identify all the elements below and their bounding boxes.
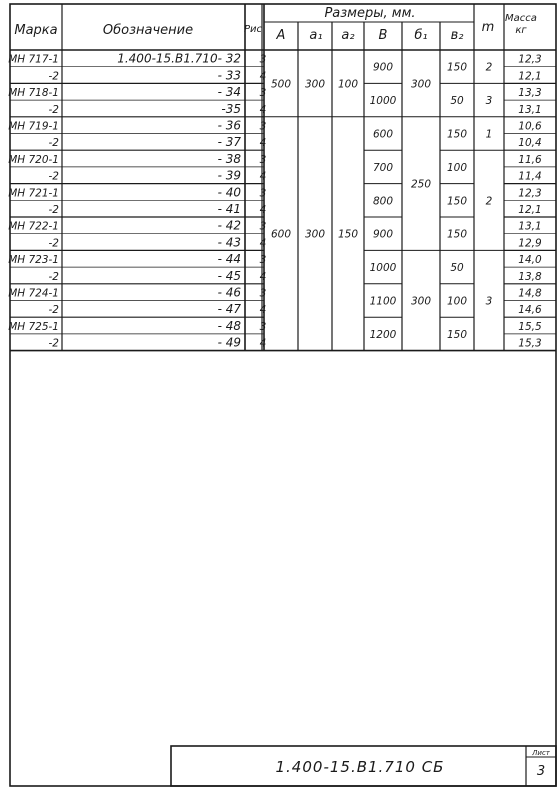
row-designation: - 40 [217, 185, 241, 200]
row-marka: -2 [48, 137, 59, 150]
row-designation: -35 [221, 101, 241, 116]
row-fig: 3 [259, 220, 267, 233]
table-merged-cells [271, 62, 493, 341]
table-grid [10, 4, 556, 351]
header-A: А [276, 28, 286, 43]
group-value-m: 3 [485, 295, 493, 308]
group-value-m: 2 [485, 195, 493, 208]
row-fig: 4 [259, 237, 267, 250]
row-designation: - 42 [217, 218, 241, 233]
group-value-b1: 300 [410, 295, 432, 308]
row-designation: - 45 [217, 268, 241, 283]
row-mass: 15,3 [518, 337, 542, 350]
row-marka: МН 721-1 [8, 187, 59, 200]
header-sizes: Размеры, мм. [324, 6, 416, 21]
row-designation: - 49 [217, 335, 241, 350]
row-fig: 4 [259, 170, 267, 183]
row-marka: -2 [48, 304, 59, 317]
group-value-b2: 100 [446, 295, 468, 308]
row-mass: 12,3 [518, 187, 542, 200]
row-mass: 12,3 [518, 53, 542, 66]
row-fig: 3 [259, 320, 267, 333]
row-marka: -2 [48, 204, 59, 216]
row-designation: 1.400-15.В1.710- 32 [117, 51, 241, 66]
group-value-b2: 150 [446, 328, 468, 341]
row-marka: -2 [48, 237, 59, 250]
row-fig: 4 [259, 337, 267, 350]
row-marka: МН 719-1 [8, 120, 59, 133]
row-fig: 3 [259, 254, 267, 267]
row-marka: МН 725-1 [8, 320, 59, 333]
sheet-label: Лист [532, 749, 550, 757]
group-value-a2: 100 [337, 78, 359, 91]
row-fig: 4 [259, 137, 267, 150]
group-value-b2: 150 [446, 228, 468, 241]
group-value-B: 900 [372, 61, 394, 74]
group-value-b2: 100 [446, 161, 468, 174]
group-value-B: 1200 [369, 328, 397, 341]
row-mass: 12,9 [518, 237, 542, 250]
group-value-b1: 250 [410, 178, 432, 191]
row-designation: - 37 [217, 135, 241, 150]
row-fig: 3 [259, 53, 267, 66]
row-designation: - 34 [217, 85, 241, 100]
title-block [171, 746, 556, 786]
header-mass: Масса [505, 13, 537, 24]
group-value-m: 1 [485, 128, 493, 141]
group-value-B: 800 [372, 195, 394, 208]
header-B: В [378, 28, 388, 43]
row-mass: 11,4 [518, 170, 542, 183]
row-fig: 4 [259, 270, 267, 283]
row-fig: 3 [259, 87, 267, 100]
header-marka: Марка [14, 23, 58, 38]
row-marka: -2 [48, 70, 59, 83]
row-marka: -2 [48, 270, 59, 283]
row-designation: - 38 [217, 151, 241, 166]
group-value-b1: 300 [410, 78, 432, 91]
row-designation: - 36 [217, 118, 241, 133]
row-designation: - 41 [217, 202, 241, 216]
row-marka: МН 724-1 [8, 287, 59, 300]
row-mass: 15,5 [518, 320, 542, 333]
header-a1: а₁ [309, 28, 323, 43]
header-b1: б₁ [414, 28, 428, 43]
row-fig: 3 [259, 153, 267, 166]
group-value-m: 2 [485, 61, 493, 74]
row-fig: 3 [259, 287, 267, 300]
row-mass: 11,6 [518, 153, 542, 166]
header-a2: а₂ [341, 28, 355, 43]
row-mass: 14,6 [518, 304, 542, 317]
row-mass: 12,1 [518, 70, 542, 83]
header-designation: Обозначение [102, 23, 194, 38]
row-mass: 13,1 [518, 220, 542, 233]
row-designation: - 46 [217, 285, 241, 300]
group-value-B: 1000 [369, 262, 397, 275]
row-marka: МН 720-1 [8, 153, 59, 166]
header-m: m [481, 20, 495, 35]
table-header [14, 6, 537, 43]
group-value-A: 600 [270, 228, 292, 241]
row-marka: МН 717-1 [8, 53, 59, 66]
row-mass: 14,0 [518, 254, 542, 267]
row-designation: - 44 [217, 252, 241, 267]
row-marka: МН 718-1 [8, 87, 59, 100]
row-designation: - 43 [217, 235, 241, 250]
group-value-a1: 300 [304, 78, 326, 91]
row-designation: - 39 [217, 168, 241, 183]
group-value-b2: 150 [446, 61, 468, 74]
group-value-b2: 50 [450, 95, 464, 108]
group-value-B: 900 [372, 228, 394, 241]
document-code: 1.400-15.В1.710 СБ [275, 758, 445, 776]
group-value-B: 700 [372, 161, 394, 174]
row-marka: -2 [48, 170, 59, 183]
group-value-b2: 150 [446, 128, 468, 141]
row-fig: 4 [259, 204, 267, 216]
row-mass: 13,8 [518, 270, 542, 283]
row-mass: 10,6 [518, 120, 542, 133]
row-marka: -2 [48, 103, 59, 116]
row-marka: МН 722-1 [8, 220, 59, 233]
sheet-number: 3 [536, 764, 546, 779]
row-designation: - 47 [217, 302, 241, 317]
group-value-A: 500 [270, 78, 292, 91]
group-value-b2: 50 [450, 262, 464, 275]
header-fig: Рис [243, 24, 263, 35]
row-fig: 3 [259, 120, 267, 133]
row-marka: МН 723-1 [8, 254, 59, 267]
header-mass-unit: кг [515, 25, 527, 36]
row-mass: 10,4 [518, 137, 542, 150]
row-fig: 4 [259, 70, 267, 83]
row-marka: -2 [48, 337, 59, 350]
header-b2: в₂ [450, 28, 464, 43]
row-mass: 13,1 [518, 103, 542, 116]
row-mass: 12,1 [518, 204, 542, 216]
group-value-m: 3 [485, 95, 493, 108]
row-fig: 3 [259, 187, 267, 200]
row-fig: 4 [259, 103, 267, 116]
row-mass: 13,3 [518, 87, 542, 100]
row-designation: - 48 [217, 318, 241, 333]
row-designation: - 33 [217, 68, 241, 83]
group-value-a2: 150 [337, 228, 359, 241]
row-fig: 4 [259, 304, 267, 317]
group-value-b2: 150 [446, 195, 468, 208]
group-value-B: 1100 [369, 295, 397, 308]
group-value-B: 600 [372, 128, 394, 141]
group-value-a1: 300 [304, 228, 326, 241]
row-mass: 14,8 [518, 287, 542, 300]
group-value-B: 1000 [369, 95, 397, 108]
